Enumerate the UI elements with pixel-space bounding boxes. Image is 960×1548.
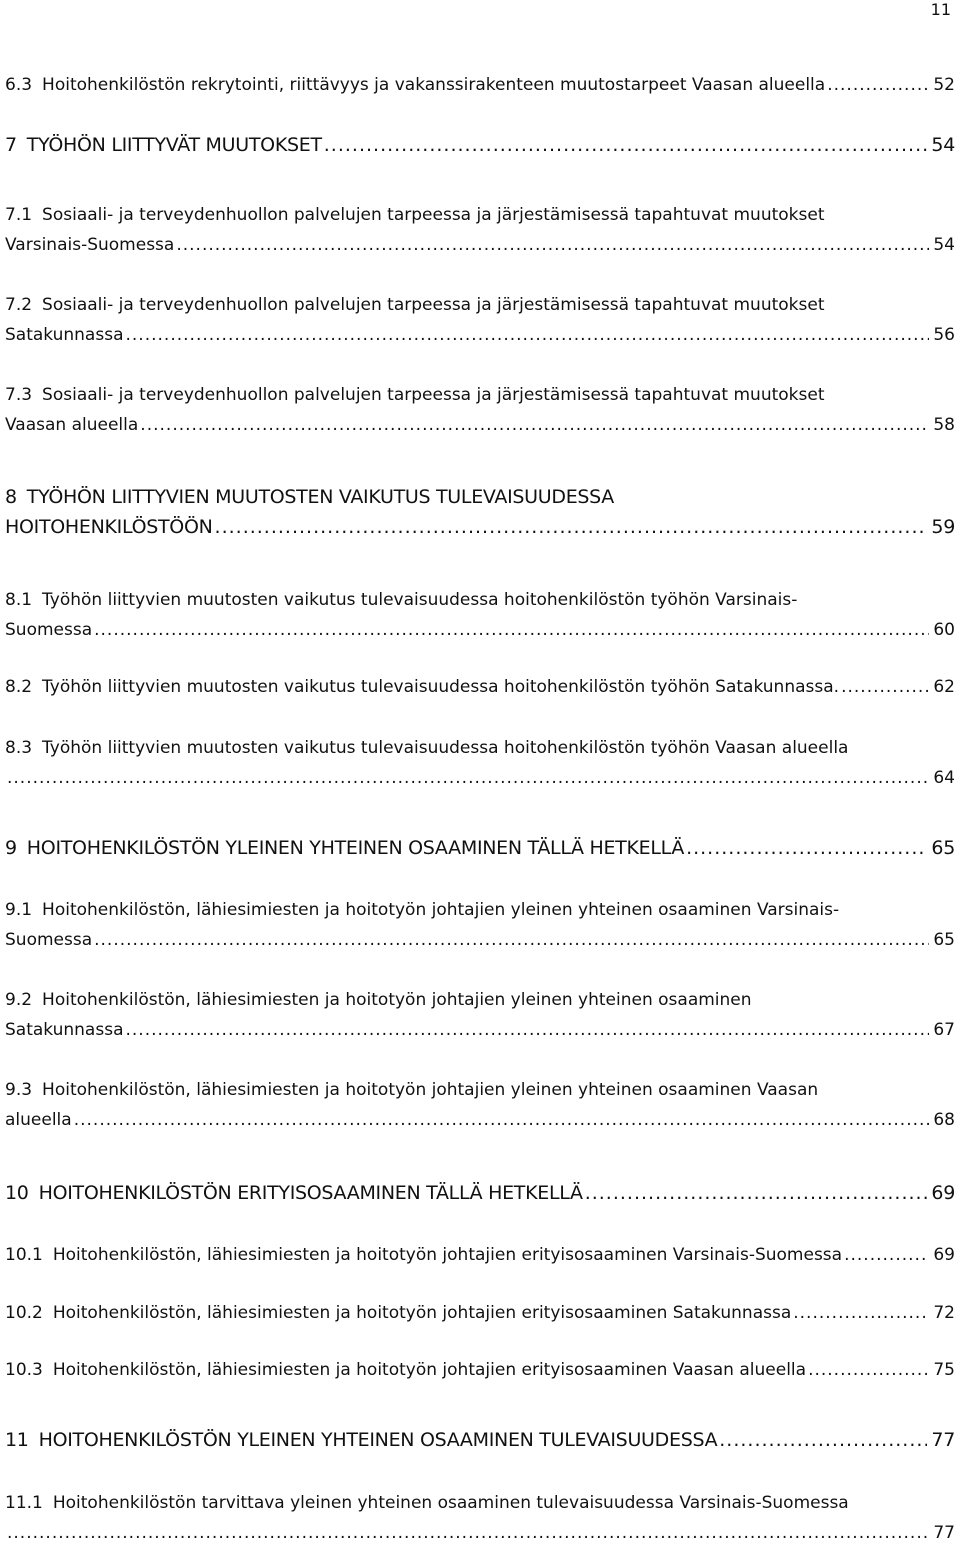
toc-title: Hoitohenkilöstön, lähiesimiesten ja hoitotyön johtajien erityisosaaminen Vaasan alueella [52, 1360, 807, 1380]
toc-title: Hoitohenkilöstön tarvittava yleinen yhteinen osaaminen tulevaisuudessa Varsinais-Suomessa [52, 1493, 849, 1513]
toc-title: HOITOHENKILÖSTÖN YLEINEN YHTEINEN OSAAMINEN TULEVAISUUDESSA [38, 1429, 718, 1451]
toc-title: Hoitohenkilöstön, lähiesimiesten ja hoitotyön johtajien yleinen yhteinen osaaminen Vaasan [42, 1080, 819, 1100]
toc-title: HOITOHENKILÖSTÖN YLEINEN YHTEINEN OSAAMINEN TÄLLÄ HETKELLÄ [26, 837, 685, 859]
toc-leader-dots [140, 410, 929, 440]
toc-leader-dots [176, 230, 929, 260]
toc-entry-10-3[interactable] [5, 1355, 955, 1385]
toc-number: 8 [5, 486, 17, 508]
toc-number: 11.1 [5, 1493, 43, 1513]
toc-title: TYÖHÖN LIITTYVIEN MUUTOSTEN VAIKUTUS TULEVAISUUDESSA [26, 486, 614, 508]
toc-title: Vaasan alueella [5, 415, 139, 435]
toc-entry-10-1[interactable] [5, 1240, 955, 1270]
toc-title: Suomessa [5, 930, 93, 950]
toc-leader-dots [844, 1240, 929, 1270]
toc-line [5, 410, 955, 440]
toc-line [5, 380, 955, 410]
toc-title: alueella [5, 1110, 72, 1130]
toc-number: 7 [5, 134, 17, 156]
toc-line [5, 925, 955, 955]
toc-leader-dots [827, 70, 929, 100]
toc-number: 9 [5, 837, 17, 859]
toc-title: Työhön liittyvien muutosten vaikutus tulevaisuudessa hoitohenkilöstön työhön Varsinais- [42, 590, 798, 610]
toc-leader-dots [841, 672, 929, 702]
toc-number: 6.3 [5, 75, 33, 95]
toc-page-number: 65 [931, 837, 955, 859]
toc-leader-dots [74, 1105, 930, 1135]
toc-leader-dots [585, 1178, 928, 1208]
toc-title: Työhön liittyvien muutosten vaikutus tulevaisuudessa hoitohenkilöstön työhön Vaasan alueella [42, 738, 849, 758]
toc-line [5, 763, 955, 793]
toc-title: Hoitohenkilöstön, lähiesimiesten ja hoitotyön johtajien erityisosaaminen Varsinais-Suomessa [52, 1245, 843, 1265]
toc-number: 10.1 [5, 1245, 43, 1265]
toc-number: 8.3 [5, 738, 33, 758]
toc-number: 10.3 [5, 1360, 43, 1380]
toc-line [5, 672, 955, 702]
toc-page-number: 64 [933, 768, 955, 788]
toc-page-number: 59 [931, 516, 955, 538]
toc-line [5, 290, 955, 320]
toc-leader-dots [7, 1518, 929, 1548]
toc-line [5, 230, 955, 260]
toc-page-number: 68 [933, 1110, 955, 1130]
toc-line [5, 200, 955, 230]
toc-page-number: 67 [933, 1020, 955, 1040]
toc-entry-8[interactable] [5, 482, 955, 542]
toc-title: Sosiaali- ja terveydenhuollon palvelujen tarpeessa ja järjestämisessä tapahtuvat muutokset [42, 385, 825, 405]
toc-page-number: 72 [933, 1303, 955, 1323]
toc-entry-8-3[interactable] [5, 733, 955, 793]
toc-page-number: 52 [933, 75, 955, 95]
toc-leader-dots [324, 130, 928, 160]
toc-leader-dots [126, 1015, 930, 1045]
toc-leader-dots [686, 833, 927, 863]
toc-number: 7.2 [5, 295, 33, 315]
toc-leader-dots [719, 1425, 927, 1455]
toc-page-number: 62 [933, 677, 955, 697]
toc-title: Hoitohenkilöstön, lähiesimiesten ja hoitotyön johtajien yleinen yhteinen osaaminen [42, 990, 752, 1010]
toc-page-number: 60 [933, 620, 955, 640]
toc-leader-dots [126, 320, 930, 350]
toc-title: Hoitohenkilöstön rekrytointi, riittävyys ja vakanssirakenteen muutostarpeet Vaasan alueella [42, 75, 826, 95]
toc-number: 9.3 [5, 1080, 33, 1100]
toc-leader-dots [7, 763, 929, 793]
toc-page-number: 58 [933, 415, 955, 435]
toc-line [5, 895, 955, 925]
toc-page-number: 54 [933, 235, 955, 255]
toc-entry-7[interactable] [5, 130, 955, 160]
toc-line [5, 1488, 955, 1518]
toc-page-number: 56 [933, 325, 955, 345]
toc-leader-dots [808, 1355, 929, 1385]
toc-entry-9-1[interactable] [5, 895, 955, 955]
toc-entry-10-2[interactable] [5, 1298, 955, 1328]
toc-line [5, 1355, 955, 1385]
toc-page-number: 75 [933, 1360, 955, 1380]
toc-title: Satakunnassa [5, 1020, 124, 1040]
toc-entry-9[interactable] [5, 833, 955, 863]
toc-entry-7-3[interactable] [5, 380, 955, 440]
toc-number: 8.1 [5, 590, 33, 610]
toc-entry-8-1[interactable] [5, 585, 955, 645]
toc-page-number: 54 [931, 134, 955, 156]
toc-line [5, 985, 955, 1015]
toc-line [5, 1240, 955, 1270]
toc-line [5, 130, 955, 160]
toc-line [5, 1298, 955, 1328]
toc-title: HOITOHENKILÖSTÖÖN [5, 516, 213, 538]
toc-entry-11-1[interactable] [5, 1488, 955, 1548]
toc-title: Työhön liittyvien muutosten vaikutus tulevaisuudessa hoitohenkilöstön työhön Satakunnassa. [42, 677, 840, 697]
toc-line [5, 1178, 955, 1208]
toc-line [5, 833, 955, 863]
toc-number: 8.2 [5, 677, 33, 697]
toc-page-number: 77 [931, 1429, 955, 1451]
toc-title: Sosiaali- ja terveydenhuollon palvelujen tarpeessa ja järjestämisessä tapahtuvat muutokset [42, 295, 825, 315]
toc-title: Sosiaali- ja terveydenhuollon palvelujen tarpeessa ja järjestämisessä tapahtuvat muutokset [42, 205, 825, 225]
toc-number: 9.1 [5, 900, 33, 920]
toc-entry-9-2[interactable] [5, 985, 955, 1045]
toc-line [5, 1425, 955, 1455]
toc-entry-8-2[interactable] [5, 672, 955, 702]
toc-leader-dots [793, 1298, 929, 1328]
toc-leader-dots [94, 925, 929, 955]
toc-title: HOITOHENKILÖSTÖN ERITYISOSAAMINEN TÄLLÄ HETKELLÄ [38, 1182, 583, 1204]
toc-number: 7.1 [5, 205, 33, 225]
toc-title: Satakunnassa [5, 325, 124, 345]
toc-number: 11 [5, 1429, 29, 1451]
toc-line [5, 1518, 955, 1548]
toc-entry-7-2[interactable] [5, 290, 955, 350]
toc-number: 10 [5, 1182, 29, 1204]
toc-line [5, 585, 955, 615]
page-number: 11 [930, 0, 951, 19]
toc-number: 9.2 [5, 990, 33, 1010]
toc-line [5, 320, 955, 350]
toc-line [5, 1015, 955, 1045]
toc-entry-11[interactable] [5, 1425, 955, 1455]
toc-title: Varsinais-Suomessa [5, 235, 175, 255]
toc-line [5, 70, 955, 100]
toc-number: 10.2 [5, 1303, 43, 1323]
toc-entry-10[interactable] [5, 1178, 955, 1208]
toc-title: Hoitohenkilöstön, lähiesimiesten ja hoitotyön johtajien erityisosaaminen Satakunnassa [52, 1303, 792, 1323]
toc-page-number: 65 [933, 930, 955, 950]
toc-line [5, 615, 955, 645]
toc-page-number: 69 [931, 1182, 955, 1204]
toc-line [5, 733, 955, 763]
toc-entry-7-1[interactable] [5, 200, 955, 260]
toc-leader-dots [94, 615, 929, 645]
toc-line [5, 1105, 955, 1135]
toc-line [5, 512, 955, 542]
toc-title: TYÖHÖN LIITTYVÄT MUUTOKSET [26, 134, 322, 156]
toc-line [5, 482, 955, 512]
toc-entry-9-3[interactable] [5, 1075, 955, 1135]
toc-page-number: 77 [933, 1523, 955, 1543]
toc-leader-dots [215, 512, 928, 542]
toc-page-number: 69 [933, 1245, 955, 1265]
toc-number: 7.3 [5, 385, 33, 405]
toc-title: Suomessa [5, 620, 93, 640]
toc-entry-6-3[interactable] [5, 70, 955, 100]
toc-title: Hoitohenkilöstön, lähiesimiesten ja hoitotyön johtajien yleinen yhteinen osaaminen Varsinais- [42, 900, 840, 920]
toc-line [5, 1075, 955, 1105]
